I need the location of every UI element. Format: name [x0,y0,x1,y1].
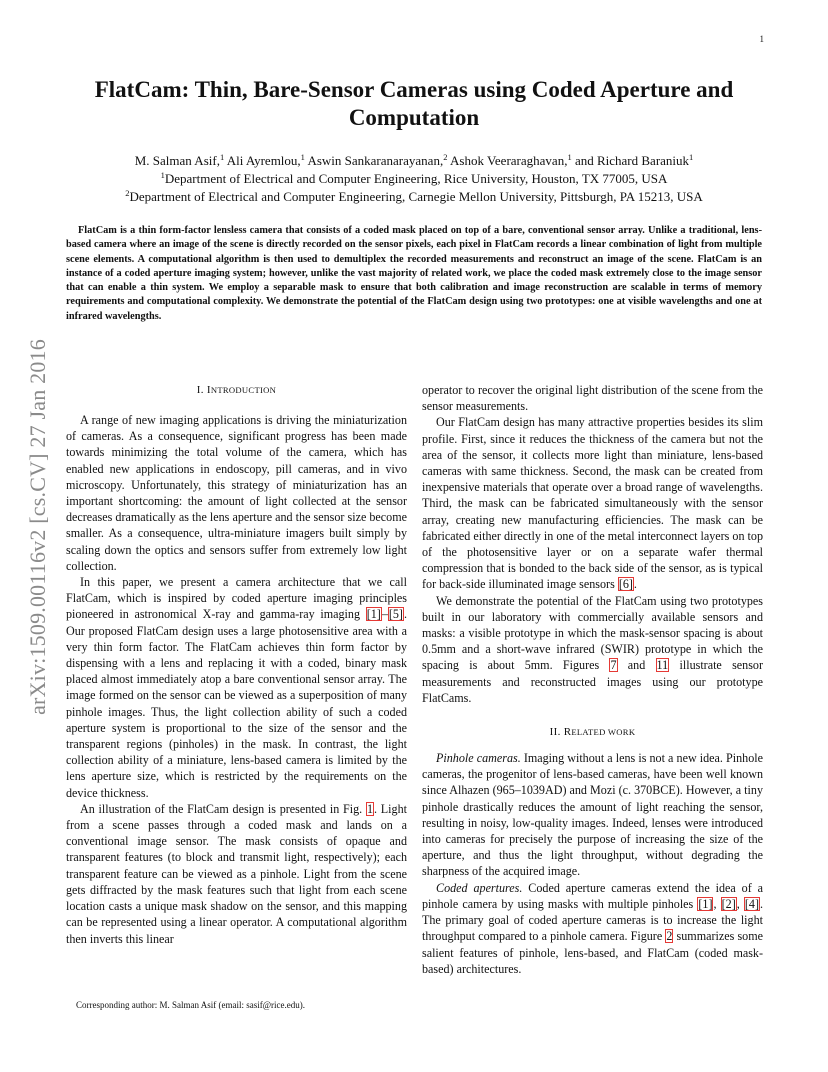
figure-link[interactable]: 2 [666,929,673,944]
section-title-initial: I [206,384,211,396]
intro-paragraph-2 [66,574,407,801]
citation-link[interactable]: [1] [698,896,713,911]
author-block [60,152,768,206]
paragraph-text: An illustration of the FlatCam design is presented in Fig. [80,801,366,816]
page-number: 1 [759,34,764,44]
paper-title [60,76,768,132]
author-affiliation-mark: 1 [567,152,572,162]
figure-link[interactable]: 1 [366,801,373,816]
author-name: Ali Ayremlou, [226,153,301,168]
author-name: M. Salman Asif, [134,153,220,168]
citation-link[interactable]: [6] [618,577,633,592]
section-title-rest: ELATED WORK [571,727,636,738]
intro-paragraph-4 [422,414,763,592]
affiliation-mark: 2 [125,188,130,198]
separator: , [713,896,721,911]
paragraph-text: . The primary goal of coded aperture cameras is to increase the light throughput compared to a pinhole camera. Figure [422,896,764,944]
author-name: Aswin Sankaranarayanan, [307,153,444,168]
affiliation-text: Department of Electrical and Computer Engineering, Carnegie Mellon University, Pittsburgh, PA 15213, USA [129,189,703,204]
author-affiliation-mark: 2 [443,152,448,162]
affiliation-1 [60,170,768,188]
author-affiliation-mark: 1 [689,152,694,162]
paragraph-text: We demonstrate the potential of the FlatCam using two prototypes built in our laboratory with commercially available sensors and masks: a visible prototype in which the mask-sensor spacing is about 0.5mm and a short-wave infrared (SWIR) prototype in which the spacing is about 5mm. Figures [422,593,763,673]
footnote: Corresponding author: M. Salman Asif (email: sasif@rice.edu). [76,1000,305,1010]
citation-link[interactable]: [1] [366,607,381,622]
paragraph-text: . Our proposed FlatCam design uses a large photosensitive area with a very thin form factor. The FlatCam achieves thin form factor by dispensing with a lens and replacing it with a coded, binary mask placed almost immediately atop a bare conventional sensor array. The image formed on the sensor can be viewed as a superposition of many pinhole images. Thus, the light collection ability of such a coded aperture system is proportional to the size of the sensor and the transparent regions (pinholes) in the mask. In contrast, the light collection ability of a miniature, lens-based camera is limited by the lens aperture size, which is restricted by the requirements on the device thickness. [66,607,407,800]
left-column [66,382,407,947]
title-line-2: Computation [348,105,480,130]
paragraph-text: and [617,658,656,673]
paragraph-text: illustrate sensor measurements and reconstructed images using our prototype FlatCams. [422,658,763,705]
section-heading-related-work [422,724,763,740]
paragraph-text: summarizes some salient features of pinhole, lens-based, and FlatCam (coded mask-based) architectures. [422,929,763,976]
author-name: Ashok Veeraraghavan, [450,153,568,168]
section-heading-introduction [66,382,407,398]
paragraph-text: Coded aperture cameras extend the idea of a pinhole camera by using masks with multiple pinholes [422,880,763,911]
figure-link[interactable]: 7 [610,658,617,673]
figure-link[interactable]: 11 [656,658,669,673]
related-paragraph-pinhole [422,750,763,880]
author-name: and Richard Baraniuk [574,153,690,168]
author-affiliation-mark: 1 [300,152,305,162]
affiliation-mark: 1 [160,170,165,180]
citation-link[interactable]: [2] [721,896,736,911]
intro-paragraph-3 [66,801,407,947]
citation-link[interactable]: [4] [744,896,759,911]
affiliation-text: Department of Electrical and Computer Engineering, Rice University, Houston, TX 77005, USA [164,171,668,186]
paragraph-text: Our FlatCam design has many attractive properties besides its slim profile. First, since it reduces the thickness of the camera but not the area of the sensor, it collects more light than miniature, lens-based cameras with same thickness. Second, the mask can be created from inexpensive materials that operate over a broad range of wavelengths. Third, the mask can be fabricated simultaneously with the sensor array, creating new manufacturing efficiencies. The mask can be fabricated either directly in one of the metal interconnect layers on top of the photosensitive layer or on a separate wafer thermal compression that is bonded to the back side of the sensor, as is typical for back-side illuminated image sensors [422,415,763,592]
author-affiliation-mark: 1 [219,152,225,162]
intro-paragraph-continued: operator to recover the original light distribution of the scene from the sensor measurements. [422,383,763,414]
intro-paragraph-5 [422,593,763,706]
section-numeral: I. [196,384,204,396]
author-list [60,152,768,170]
related-paragraph-coded [422,880,763,977]
title-line-1: FlatCam: Thin, Bare-Sensor Cameras using Coded Aperture and [94,77,734,102]
paragraph-text: . Light from a scene passes through a coded mask and lands on a conventional image sensor. The mask consists of opaque and transparent features (to block and transmit light, respectively); each transparent feature can be viewed as a pinhole. Light from the scene gets diffracted by the mask features such that light from each scene location casts a unique mask shadow on the sensor, and this mapping can be represented using a linear operator. A computational algorithm then inverts this linear [66,801,407,946]
intro-paragraph-1: A range of new imaging applications is driving the miniaturization of cameras. As a consequence, significant progress has been made towards minimizing the total volume of the camera, which has enabled new applications in endoscopy, pill cameras, and in vivo microscopy. Unfortunately, this strategy of miniaturization has an important shortcoming: the amount of light collected at the sensor decreases dramatically as the lens aperture and the sensor size become smaller. As a consequence, ultra-miniature imagers built simply by scaling down the optics and sensors suffer from extremely low light collection. [66,413,407,573]
section-title-initial: R [563,726,572,739]
separator: , [736,896,744,911]
paragraph-label: Coded apertures. [436,880,523,895]
citation-link[interactable]: [5] [388,607,403,622]
section-title-rest: NTRODUCTION [210,385,277,395]
paragraph-label: Pinhole cameras. [436,751,521,766]
paragraph-text: In this paper, we present a camera architecture that we call FlatCam, which is inspired by coded aperture imaging principles pioneered in astronomical X-ray and gamma-ray imaging [66,575,407,622]
range-dash: – [381,607,388,622]
abstract: FlatCam is a thin form-factor lensless camera that consists of a coded mask placed on top of a bare, conventional sensor array. Unlike a traditional, lens-based camera where an image of the scene is directly recorded on the sensor pixels, each pixel in FlatCam records a linear combination of light from multiple scene elements. A computational algorithm is then used to demultiplex the recorded measurements and reconstruct an image of the scene. FlatCam is an instance of a coded aperture imaging system; however, unlike the vast majority of related work, we place the coded mask extremely close to the image sensor that can enable a thin system. We employ a separable mask to ensure that both calibration and image reconstruction are scalable in terms of memory requirements and computational complexity. We demonstrate the potential of the FlatCam design using two prototypes: one at visible wavelengths and one at infrared wavelengths. [66,225,762,322]
arxiv-stamp-text: arXiv:1509.00116v2 [cs.CV] 27 Jan 2016 [25,339,50,715]
section-numeral: II. [549,726,561,739]
paragraph-text: Imaging without a lens is not a new idea. Pinhole cameras, the progenitor of lens-based cameras, have been well known since Alhazen (965–1039AD) and Mozi (c. 370BCE). However, a tiny pinhole drastically reduces the amount of light reaching the sensor, resulting in noisy, low-quality images. Indeed, lenses were introduced into cameras for precisely the purpose of increasing the size of the aperture, and thus the light throughput, without degrading the sharpness of the acquired image. [422,751,763,879]
right-column [422,382,763,977]
affiliation-2 [60,188,768,206]
paragraph-text: . [633,577,637,592]
arxiv-stamp [18,292,58,762]
